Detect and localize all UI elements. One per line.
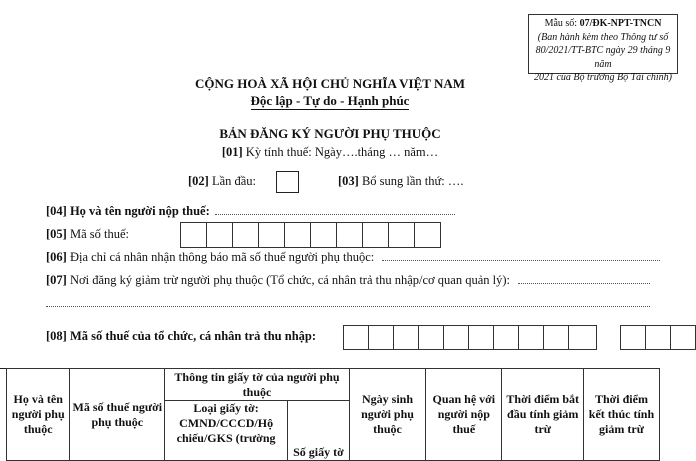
document-title: BẢN ĐĂNG KÝ NGƯỜI PHỤ THUỘC: [219, 126, 441, 141]
field-07-label: [07] Nơi đăng ký giảm trừ người phụ thuộc (Tổ chức, cá nhân trả thu nhập/cơ quan quản lý):: [46, 273, 510, 287]
col-header-tax-id: Mã số thuế người phụ thuộc: [70, 369, 165, 461]
form-note-line: 2021 của Bộ trưởng Bộ Tài chính): [533, 72, 672, 83]
form-note-line: (Ban hành kèm theo Thông tư số: [537, 31, 669, 43]
col-header-end: Thời điểm kết thúc tính giảm trừ: [583, 369, 659, 461]
col-header-doc-type: Loại giấy tờ: CMND/CCCD/Hộ chiếu/GKS (trường: [165, 401, 288, 461]
col-header-doc-group: Thông tin giấy tờ của người phụ thuộc: [165, 369, 350, 401]
motto: Độc lập - Tự do - Hạnh phúc: [250, 93, 410, 108]
field-03-label: [03] Bổ sung lần thứ: ….: [338, 174, 464, 188]
tax-id-boxes[interactable]: [180, 222, 441, 248]
field-01: [01] Kỳ tính thuế: Ngày….tháng … năm…: [221, 145, 439, 159]
form-code-label: Mẫu số:: [544, 18, 580, 29]
taxpayer-name-input[interactable]: [215, 204, 455, 215]
form-code-box: [528, 14, 678, 83]
col-header-start: Thời điểm bắt đầu tính giảm trừ: [502, 369, 583, 461]
registration-place-input[interactable]: [518, 273, 650, 284]
col-header-relation: Quan hệ với người nộp thuế: [426, 369, 502, 461]
col-header-dob: Ngày sinh người phụ thuộc: [349, 369, 425, 461]
first-time-checkbox[interactable]: [276, 171, 299, 193]
field-02-label: [02] Lần đầu:: [188, 174, 257, 188]
field-05-label: [05] Mã số thuế:: [46, 227, 129, 241]
col-header-doc-number: Số giấy tờ: [288, 401, 350, 461]
form-note-line: 80/2021/TT-BTC ngày 29 tháng 9 năm: [535, 45, 671, 70]
col-header-name: Họ và tên người phụ thuộc: [7, 369, 70, 461]
nation-title: CỘNG HOÀ XÃ HỘI CHỦ NGHĨA VIỆT NAM: [194, 76, 466, 91]
form-code: 07/ĐK-NPT-TNCN: [579, 18, 662, 29]
payer-tax-id-boxes[interactable]: [343, 325, 597, 350]
field-08-label: [08] Mã số thuế của tổ chức, cá nhân trả thu nhập:: [46, 329, 317, 343]
address-input[interactable]: [382, 250, 660, 261]
payer-tax-id-suffix-boxes[interactable]: [620, 325, 696, 350]
registration-place-input-line2[interactable]: [46, 296, 650, 307]
dependents-table: [6, 368, 660, 461]
field-06-label: [06] Địa chỉ cá nhân nhận thông báo mã số thuế người phụ thuộc:: [46, 250, 375, 264]
field-04: [04] Họ và tên người nộp thuế:: [46, 204, 210, 218]
